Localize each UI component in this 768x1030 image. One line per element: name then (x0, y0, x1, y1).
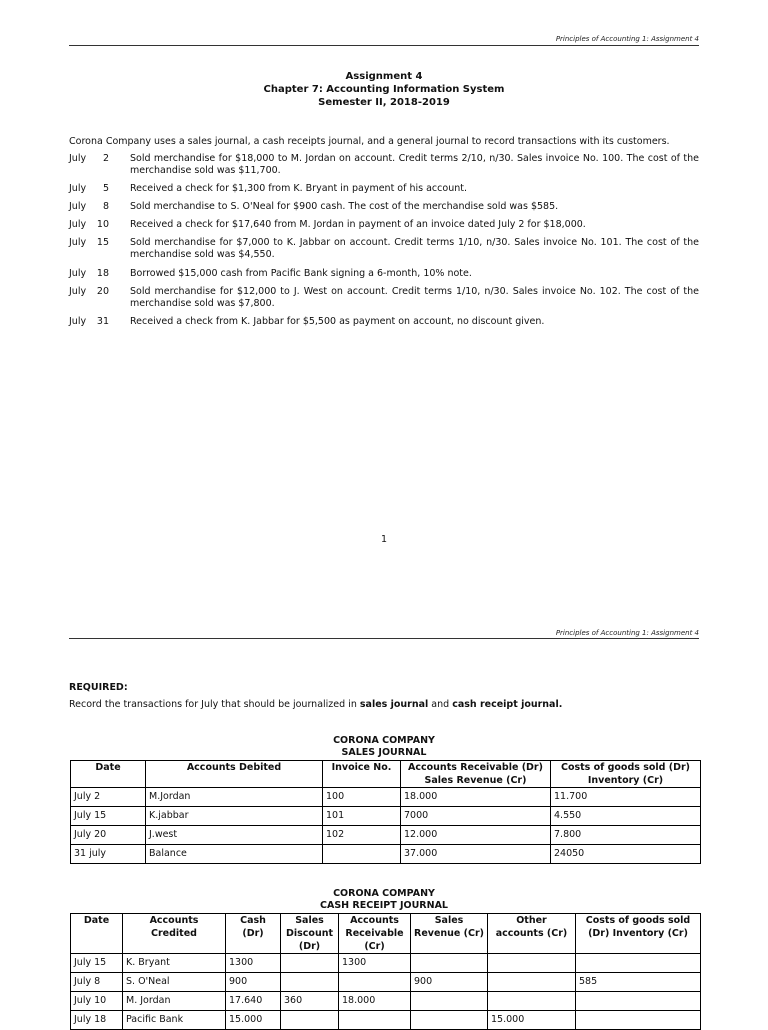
transaction-description: Borrowed $15,000 cash from Pacific Bank signing a 6-month, 10% note. (130, 268, 472, 279)
cash-journal-cell (488, 973, 576, 992)
cash-journal-cell: 17.640 (226, 992, 281, 1011)
transaction-description: Sold merchandise for $18,000 to M. Jordan on account. Credit terms 2/10, n/30. Sales invoice No. 100. The cost of the merchandise sold was $11,700. (130, 153, 699, 176)
sales-journal-cell: 37.000 (401, 845, 551, 864)
sales-header-invoice: Invoice No. (323, 761, 401, 788)
cash-header-cash: Cash (Dr) (226, 914, 281, 954)
cash-journal-table (70, 913, 701, 1030)
cash-header-sales: Sales Revenue (Cr) (411, 914, 488, 954)
transaction-item (69, 286, 699, 310)
sales-journal-company: CORONA COMPANY (333, 735, 435, 746)
transaction-description: Sold merchandise for $12,000 to J. West on account. Credit terms 1/10, n/30. Sales invoice No. 102. The cost of the merchandise sold was $7,800. (130, 286, 699, 309)
cash-journal-cell: M. Jordan (123, 992, 226, 1011)
sales-journal-cell: 24050 (551, 845, 701, 864)
cash-journal-title: CASH RECEIPT JOURNAL (320, 900, 448, 911)
sales-header-date: Date (71, 761, 146, 788)
sales-journal-title: SALES JOURNAL (341, 747, 427, 758)
sales-journal-cell: M.Jordan (146, 788, 323, 807)
cash-journal-cell: 15.000 (226, 1011, 281, 1030)
cash-header-accounts: Accounts Credited (123, 914, 226, 954)
required-label: REQUIRED: (69, 682, 128, 693)
transaction-description: Received a check for $1,300 from K. Bryant in payment of his account. (130, 183, 467, 194)
chapter-title: Chapter 7: Accounting Information System (263, 84, 505, 95)
assignment-title: Assignment 4 (345, 71, 423, 82)
sales-journal-cell: 7000 (401, 807, 551, 826)
transaction-description: Received a check for $17,640 from M. Jordan in payment of an invoice dated July 2 for $18,000. (130, 219, 586, 230)
transaction-month: July (69, 219, 87, 230)
required-bold-cash: cash receipt journal. (452, 699, 563, 710)
sales-journal-cell: K.jabbar (146, 807, 323, 826)
cash-journal-header-row (71, 914, 701, 954)
cash-journal-cell (488, 992, 576, 1011)
transaction-month: July (69, 268, 87, 279)
cash-journal-cell (576, 992, 701, 1011)
sales-journal-row (71, 807, 701, 826)
cash-journal-cell (339, 1011, 411, 1030)
page-break-rule (69, 638, 699, 639)
cash-journal-cell (576, 1011, 701, 1030)
transaction-description: Sold merchandise for $7,000 to K. Jabbar on account. Credit terms 1/10, n/30. Sales invoice No. 101. The cost of the merchandise sold was $4,550. (130, 237, 699, 260)
cash-journal-cell: 585 (576, 973, 701, 992)
cash-header-date: Date (71, 914, 123, 954)
transaction-item (69, 153, 699, 177)
cash-journal-cell (281, 1011, 339, 1030)
cash-journal-cell (411, 1011, 488, 1030)
transaction-item (69, 183, 699, 195)
sales-journal-cell: 4.550 (551, 807, 701, 826)
sales-journal-cell: July 20 (71, 826, 146, 845)
transaction-item (69, 316, 699, 328)
cash-journal-cell: 900 (226, 973, 281, 992)
sales-journal-cell: 7.800 (551, 826, 701, 845)
sales-journal-table (70, 760, 701, 864)
running-header: Principles of Accounting 1: Assignment 4 (555, 35, 699, 43)
cash-journal-cell: Pacific Bank (123, 1011, 226, 1030)
cash-journal-cell: 15.000 (488, 1011, 576, 1030)
cash-header-other: Other accounts (Cr) (488, 914, 576, 954)
sales-journal-cell: J.west (146, 826, 323, 845)
sales-journal-cell: 102 (323, 826, 401, 845)
transaction-month: July (69, 153, 87, 164)
cash-journal-body (71, 954, 701, 1030)
transaction-month: July (69, 201, 87, 212)
cash-journal-row (71, 992, 701, 1011)
cash-journal-row (71, 954, 701, 973)
cash-journal-cell: K. Bryant (123, 954, 226, 973)
transaction-day: 15 (96, 237, 109, 248)
cash-journal-cell: S. O'Neal (123, 973, 226, 992)
sales-journal-row (71, 826, 701, 845)
transaction-item (69, 201, 699, 213)
cash-header-discount: Sales Discount (Dr) (281, 914, 339, 954)
cash-journal-cell (411, 992, 488, 1011)
semester-title: Semester II, 2018-2019 (318, 97, 450, 108)
sales-header-cogs: Costs of goods sold (Dr) Inventory (Cr) (551, 761, 701, 788)
sales-journal-cell: 11.700 (551, 788, 701, 807)
cash-journal-cell: July 10 (71, 992, 123, 1011)
sales-header-accounts: Accounts Debited (146, 761, 323, 788)
required-text-pre: Record the transactions for July that should be journalized in (69, 699, 360, 710)
sales-journal-cell: July 15 (71, 807, 146, 826)
sales-journal-cell: 12.000 (401, 826, 551, 845)
sales-journal-body (71, 788, 701, 864)
required-text (69, 699, 562, 710)
cash-journal-cell: July 8 (71, 973, 123, 992)
transaction-month: July (69, 286, 87, 297)
transaction-day: 8 (102, 201, 109, 212)
cash-journal-cell (488, 954, 576, 973)
cash-journal-cell: 360 (281, 992, 339, 1011)
sales-journal-cell: 101 (323, 807, 401, 826)
intro-paragraph: Corona Company uses a sales journal, a cash receipts journal, and a general journal to record transactions with its customers. (69, 136, 670, 147)
transaction-item (69, 268, 699, 280)
cash-journal-cell (576, 954, 701, 973)
sales-journal-cell: 31 july (71, 845, 146, 864)
transaction-day: 2 (102, 153, 109, 164)
sales-journal-row (71, 788, 701, 807)
cash-journal-cell: 900 (411, 973, 488, 992)
sales-journal-cell (323, 845, 401, 864)
transaction-item (69, 237, 699, 261)
sales-journal-cell: 18.000 (401, 788, 551, 807)
required-text-mid: and (428, 699, 453, 710)
sales-journal-cell: 100 (323, 788, 401, 807)
cash-journal-cell: July 15 (71, 954, 123, 973)
page-number: 1 (380, 534, 388, 545)
transaction-day: 20 (96, 286, 109, 297)
transaction-day: 5 (102, 183, 109, 194)
cash-journal-cell (411, 954, 488, 973)
transaction-item (69, 219, 699, 231)
cash-journal-company: CORONA COMPANY (333, 888, 435, 899)
cash-journal-row (71, 1011, 701, 1030)
running-header-2: Principles of Accounting 1: Assignment 4 (555, 629, 699, 637)
sales-header-ar: Accounts Receivable (Dr) Sales Revenue (Cr) (401, 761, 551, 788)
header-rule (69, 45, 699, 46)
transaction-description: Received a check from K. Jabbar for $5,500 as payment on account, no discount given. (130, 316, 545, 327)
cash-journal-cell (281, 954, 339, 973)
sales-journal-cell: Balance (146, 845, 323, 864)
transaction-day: 31 (96, 316, 109, 327)
cash-journal-cell: July 18 (71, 1011, 123, 1030)
required-bold-sales: sales journal (359, 699, 429, 710)
transaction-month: July (69, 316, 87, 327)
cash-journal-row (71, 973, 701, 992)
cash-header-ar: Accounts Receivable (Cr) (339, 914, 411, 954)
transaction-day: 18 (96, 268, 109, 279)
cash-journal-cell: 18.000 (339, 992, 411, 1011)
cash-journal-cell (339, 973, 411, 992)
transaction-month: July (69, 183, 87, 194)
transaction-description: Sold merchandise to S. O'Neal for $900 cash. The cost of the merchandise sold was $585. (130, 201, 559, 212)
transaction-month: July (69, 237, 87, 248)
sales-journal-cell: July 2 (71, 788, 146, 807)
sales-journal-row (71, 845, 701, 864)
sales-journal-header-row (71, 761, 701, 788)
cash-journal-cell (281, 973, 339, 992)
transaction-day: 10 (96, 219, 109, 230)
cash-journal-cell: 1300 (339, 954, 411, 973)
cash-journal-cell: 1300 (226, 954, 281, 973)
cash-header-cogs: Costs of goods sold (Dr) Inventory (Cr) (576, 914, 701, 954)
